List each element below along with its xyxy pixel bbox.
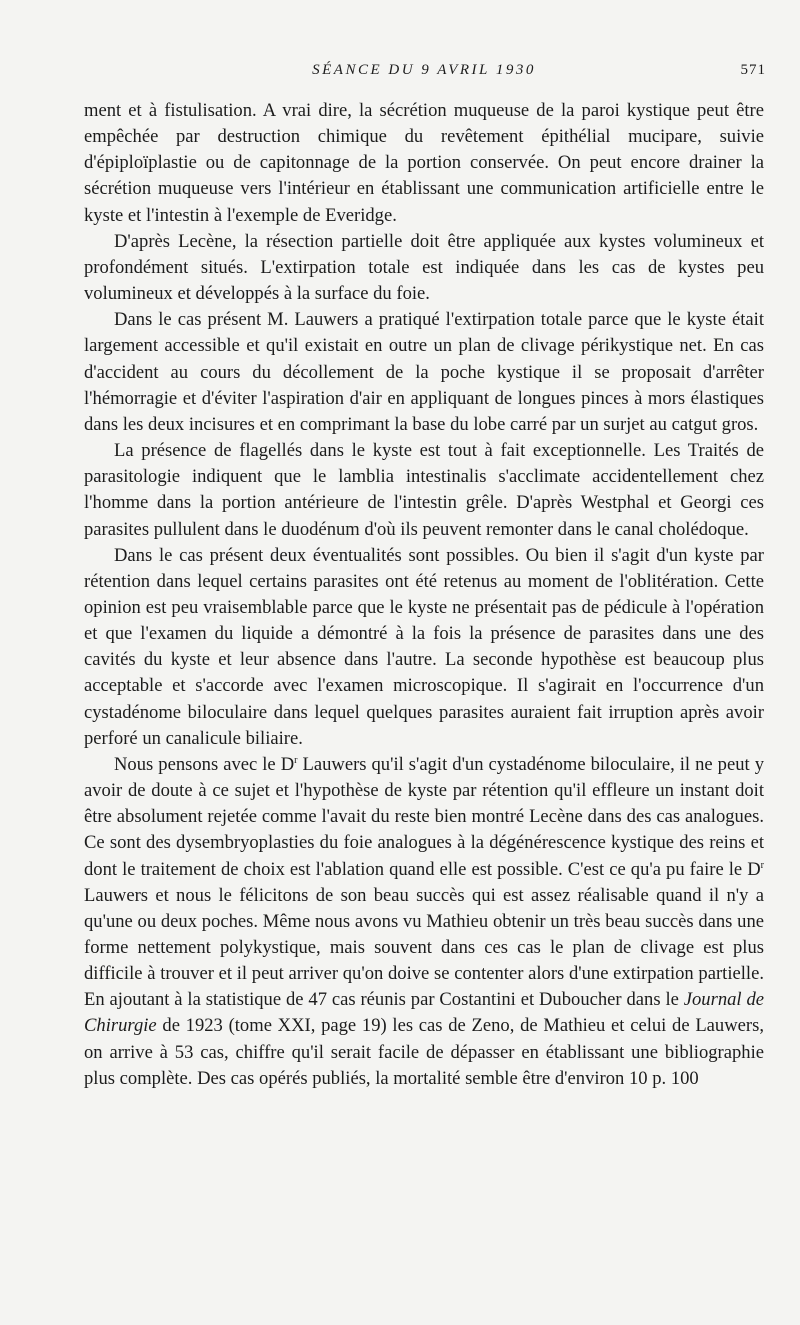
- journal-title: Journal de Chirurgie: [84, 989, 764, 1037]
- paragraph-6-text-a: Nous pensons avec le D: [114, 753, 295, 775]
- paragraph-6-text-b: Lauwers qu'il s'agit d'un cystadénome biloculaire, il ne peut y avoir de doute à ce sujet et l'hypothèse de kyste par rétention qu'il effleure un instant doit être absolument rejetée comme l'avait du reste bien montré Lecène dans des cas analogues. Ce sont des dysembryoplasties du foie analogues à la dégénérescence kystique des reins et dont le traitement de choix est l'ablation quand elle est possible. C'est ce qu'a pu faire le D: [84, 753, 764, 880]
- paragraph-6-text-d: de 1923 (tome XXI, page 19) les cas de Zeno, de Mathieu et celui de Lauwers, on arrive à 53 cas, chiffre qu'il serait facile de dépasser en établissant une bibliographie plus complète. Des cas opérés publiés, la mortalité semble être d'environ 10 p. 100: [84, 1015, 764, 1089]
- document-page: [84, 0, 764, 1325]
- running-title: SÉANCE DU 9 AVRIL 1930: [312, 62, 536, 78]
- paragraph-6: [84, 752, 764, 1092]
- body-text: [84, 98, 764, 1092]
- superscript-r: r: [294, 754, 298, 766]
- paragraph-4: La présence de flagellés dans le kyste est tout à fait exceptionnelle. Les Traités de parasitologie indiquent que le lamblia intestinalis s'acclimate accidentellement chez l'homme dans la portion antérieure de l'intestin grêle. D'après Westphal et Georgi ces parasites pullulent dans le duodénum d'où ils peuvent remonter dans le canal cholédoque.: [84, 440, 764, 540]
- paragraph-2: D'après Lecène, la résection partielle doit être appliquée aux kystes volumineux et profondément situés. L'extirpation totale est indiquée dans les cas de kystes peu volumineux et développés à la surface du foie.: [84, 230, 764, 305]
- paragraph-1: ment et à fistulisation. A vrai dire, la sécrétion muqueuse de la paroi kystique peut être empêchée par destruction chimique du revêtement épithélial mucipare, suivie d'épiploïplastie ou de capitonnage de la portion conservée. On peut encore drainer la sécrétion muqueuse vers l'intérieur en établissant une communication artificielle entre le kyste et l'intestin à l'exemple de Everidge.: [84, 100, 764, 226]
- superscript-r: r: [760, 859, 764, 871]
- paragraph-6-text-c: Lauwers et nous le félicitons de son beau succès qui est assez réalisable quand il n'y a qu'une ou deux poches. Même nous avons vu Mathieu obtenir un très beau succès dans une forme nettement polykystique, mais souvent dans ces cas le plan de clivage est plus difficile à trouver et il peut arriver qu'on doive se contenter alors d'une extirpation partielle. En ajoutant à la statistique de 47 cas réunis par Costantini et Duboucher dans le: [84, 884, 764, 1011]
- running-head: [84, 62, 764, 82]
- page-number: 571: [740, 62, 766, 78]
- paragraph-5: Dans le cas présent deux éventualités sont possibles. Ou bien il s'agit d'un kyste par rétention dans lequel certains parasites ont été retenus au moment de l'oblitération. Cette opinion est peu vraisemblable parce que le kyste ne présentait pas de pédicule à l'opération et que l'examen du liquide a démontré à la fois la présence de parasites dans une des cavités du kyste et leur absence dans l'autre. La seconde hypothèse est beaucoup plus acceptable et s'accorde avec l'examen microscopique. Il s'agirait en l'occurrence d'un cystadénome biloculaire dans lequel quelques parasites auraient fait irruption après avoir perforé un canalicule biliaire.: [84, 544, 764, 749]
- paragraph-3: Dans le cas présent M. Lauwers a pratiqué l'extirpation totale parce que le kyste était largement accessible et qu'il existait en outre un plan de clivage périkystique net. En cas d'accident au cours du décollement de la poche kystique il se proposait d'arrêter l'hémorragie et d'éviter l'aspiration d'air en appliquant de longues pinces à mors élastiques dans les deux incisures et en comprimant la base du lobe carré par un surjet au catgut gros.: [84, 309, 764, 435]
